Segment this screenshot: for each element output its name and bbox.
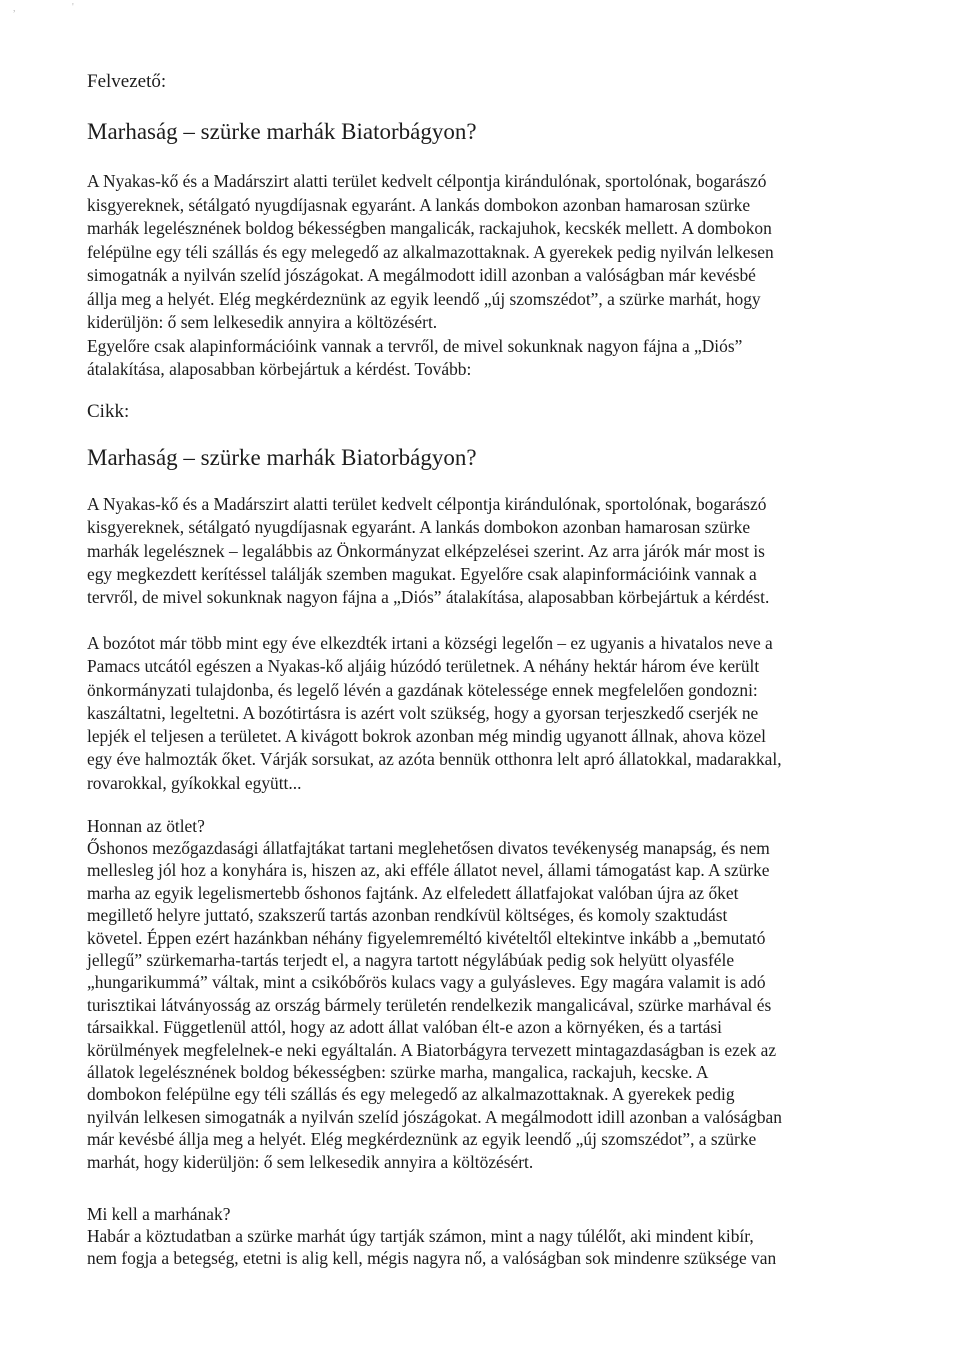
text-line: marhák legelésznek – legalábbis az Önkormányzat elképzelései szerint. Az arra járók már most is bbox=[87, 540, 765, 561]
section-mi-kell bbox=[87, 1203, 877, 1226]
section-honnan-paragraph bbox=[87, 837, 877, 1173]
text-line: jellegű” szürkemarha-tartás terjedt el, a nagyra tartott négylábúak pedig sok helyütt olyasféle bbox=[87, 950, 735, 971]
text-line: tervről, de mivel sokunknak nagyon fájna a „Diós” átalakítása, alaposabban körbejártuk a kérdést. bbox=[87, 587, 770, 608]
text-line: dombokon felépülne egy téli szállás és egy melegedő az alkalmazottaknak. A gyerekek pedig bbox=[87, 1084, 735, 1105]
text-line: kisgyereknek, sétálgató nyugdíjasnak egyaránt. A lankás dombokon azonban hamarosan szürke bbox=[87, 194, 751, 215]
text-line: kiderüljön: ő sem lelkesedik annyira a költözésért. bbox=[87, 312, 438, 332]
section-mi-kell-paragraph bbox=[87, 1225, 877, 1270]
scan-speck: , bbox=[13, 3, 16, 14]
cikk-paragraph-1 bbox=[87, 493, 877, 609]
felvezeto-label: Felvezető: bbox=[87, 71, 167, 92]
text-line: körülmények megfelelnek-e neki egyáltalán. A Biatorbágyra tervezett mintagazdaságban is ezek az bbox=[87, 1039, 777, 1060]
text-line: Őshonos mezőgazdasági állatfajtákat tartani meglehetősen divatos tevékenység manapság, és nem bbox=[87, 838, 770, 858]
text-line: társaikkal. Függetlenül attól, hogy az adott állat valóban élt-e azon a környéken, és a tartási bbox=[87, 1017, 723, 1038]
text-line: már kevésbé állja meg a helyét. Elég megkérdeznünk az egyik leendő „új szomszédot”, a szürke bbox=[87, 1129, 757, 1150]
text-line: marhák legelésznének boldog békességben mangalicák, rackajuhok, kecskék mellett. A dombokon bbox=[87, 218, 772, 238]
text-line: A Nyakas-kő és a Madárszirt alatti terület kedvelt célpontja kirándulónak, sportolónak, bogarászó bbox=[87, 494, 767, 514]
text-line: Pamacs utcától egészen a Nyakas-kő aljáig húzódó területnek. A néhány hektár három éve került bbox=[87, 656, 760, 677]
text-line: kisgyereknek, sétálgató nyugdíjasnak egyaránt. A lankás dombokon azonban hamarosan szürke bbox=[87, 517, 751, 538]
text-line: felépülne egy téli szállás és egy melegedő az alkalmazottaknak. A gyerekek pedig nyilván lelkesen bbox=[87, 241, 774, 262]
text-line: megillető helyre juttató, szakszerű tartás azonban rendkívül költséges, és komoly szaktudást bbox=[87, 905, 728, 926]
text-line: Egyelőre csak alapinformációink vannak a tervről, de mivel sokunknak nagyon fájna a „Diós” bbox=[87, 335, 743, 356]
section-honnan bbox=[87, 815, 877, 838]
text-line: állatok legelésznének boldog békességben: szürke marha, mangalica, rackajuh, kecske. A bbox=[87, 1062, 709, 1083]
text-line: átalakítása, alaposabban körbejártuk a kérdést. Tovább: bbox=[87, 359, 472, 379]
felvezeto-paragraph bbox=[87, 170, 877, 382]
section-heading: Honnan az ötlet? bbox=[87, 816, 205, 836]
cikk-paragraph-2 bbox=[87, 632, 877, 795]
cikk-title: Marhaság – szürke marhák Biatorbágyon? bbox=[87, 445, 477, 470]
text-line: nem fogja a betegség, etetni is alig kell, mégis nagyra nő, a valóságban sok mindenre szüksége van bbox=[87, 1248, 777, 1269]
text-line: „hungarikummá” váltak, mint a csikóbőrös kulacs vagy a gulyásleves. Egy magára valamit is adó bbox=[87, 972, 766, 993]
text-line: rovarokkal, gyíkokkal együtt... bbox=[87, 772, 302, 793]
text-line: önkormányzati tulajdonba, és legelő lévén a gazdának kötelessége ennek megfelelően gondozni: bbox=[87, 679, 758, 700]
felvezeto-title: Marhaság – szürke marhák Biatorbágyon? bbox=[87, 119, 477, 144]
text-line: nyilván lelkesen simogatnák a nyilván szelíd jószágokat. A megálmodott idill azonban a valóságban bbox=[87, 1106, 782, 1127]
text-line: lepjék el teljesen a területet. A kivágott bokrok azonban még mindig ugyanott állnak, ahova közel bbox=[87, 726, 766, 747]
text-line: simogatnák a nyilván szelíd jószágokat. A megálmodott idill azonban a valóságban már kevésbé bbox=[87, 265, 756, 285]
text-line: egy éve halmozták őket. Várják sorsukat, az azóta bennük otthonra lelt apró állatokkal, madarakkal, bbox=[87, 749, 782, 770]
text-line: turisztikai látványosság az ország bármely területén rendelkezik mangalicával, szürke marhával és bbox=[87, 994, 772, 1015]
text-line: A bozótot már több mint egy éve elkezdték irtani a községi legelőn – ez ugyanis a hivatalos neve a bbox=[87, 633, 773, 653]
section-heading: Mi kell a marhának? bbox=[87, 1204, 231, 1224]
text-line: A Nyakas-kő és a Madárszirt alatti terület kedvelt célpontja kirándulónak, sportolónak, bogarászó bbox=[87, 171, 767, 191]
text-line: állja meg a helyét. Elég megkérdeznünk az egyik leendő „új szomszédot”, a szürke marhát, hogy bbox=[87, 288, 761, 309]
cikk-label: Cikk: bbox=[87, 401, 130, 422]
text-line: követel. Éppen ezért hazánkban néhány figyelemreméltó kivételtől eltekintve inkább a „bemutató bbox=[87, 927, 766, 948]
text-line: marhát, hogy kiderüljön: ő sem lelkesedik annyira a költözésért. bbox=[87, 1151, 534, 1172]
text-line: mellesleg jól hoz a konyhára is, hiszen az, aki efféle állatot nevel, állami támogatást kap. A szürke bbox=[87, 860, 770, 881]
text-line: marha az egyik legelismertebb őshonos fajtánk. Az elfeledett állatfajokat valóban újra az őket bbox=[87, 882, 739, 903]
text-line: egy megkezdett kerítéssel találják szemben magukat. Egyelőre csak alapinformációink vannak a bbox=[87, 563, 757, 584]
text-line: Habár a köztudatban a szürke marhát úgy tartják számon, mint a nagy túlélőt, aki mindent kibír, bbox=[87, 1226, 754, 1246]
text-line: kaszáltatni, legeltetni. A bozótirtásra is azért volt szükség, hogy a gyorsan terjeszkedő cserjék ne bbox=[87, 702, 759, 723]
scan-speck: ' bbox=[72, 2, 74, 13]
